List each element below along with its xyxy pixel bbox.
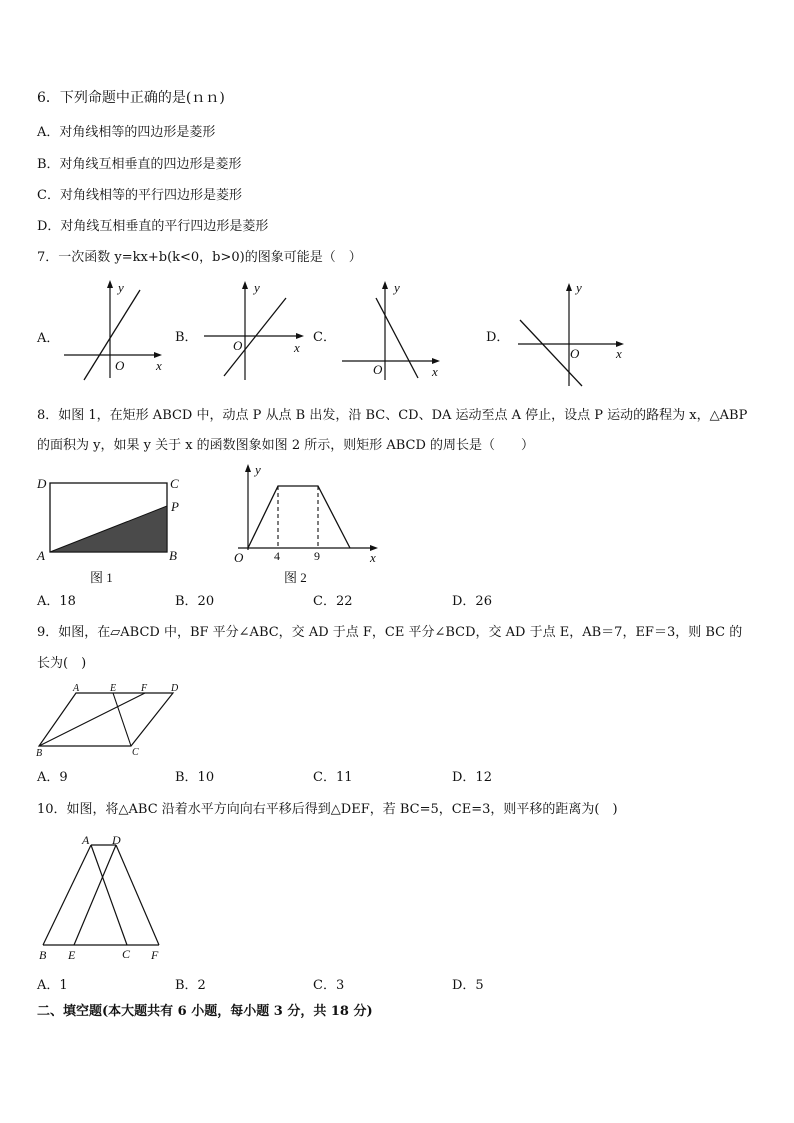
q9-label-a: A: [73, 683, 80, 694]
q10-label-a: A: [82, 833, 90, 847]
q10-label-c: C: [122, 947, 131, 961]
q8-fig1-label-d: D: [37, 476, 47, 491]
q8-stem-line2: 的面积为 y，如果 y 关于 x 的函数图象如图 2 所示，则矩形 ABCD 的周长是（ ）: [37, 438, 535, 453]
q7-option-a-letter: A．: [37, 331, 60, 346]
q10-label-e: E: [68, 948, 76, 962]
q8-fig1-label-p: P: [171, 499, 179, 514]
q9-option-b: B．10: [175, 770, 215, 785]
q7-b-y-label: y: [254, 280, 260, 295]
q7-c-origin-label: O: [373, 362, 383, 377]
q8-stem-line1: 8．如图 1，在矩形 ABCD 中，动点 P 从点 B 出发，沿 BC、CD、DA 运动至点 A 停止，设点 P 运动的路程为 x，△ABP: [37, 408, 748, 423]
q7-option-c-letter: C．: [313, 330, 336, 345]
q8-option-b: B．20: [175, 594, 215, 609]
q9-stem-line2: 长为( ): [37, 656, 87, 671]
q9-label-d: D: [171, 683, 179, 694]
q8-option-a: A．18: [37, 594, 76, 609]
q10-option-d: D．5: [452, 978, 484, 993]
q6-option-b: B．对角线互相垂直的四边形是菱形: [37, 157, 242, 172]
q10-translation-figure: [34, 828, 174, 963]
q7-graph-b: [200, 278, 310, 383]
q7-option-b-letter: B．: [175, 330, 198, 345]
q8-option-d: D．26: [452, 594, 492, 609]
q8-fig1-label-a: A: [37, 548, 45, 563]
q8-fig1-label-c: C: [170, 476, 179, 491]
q8-fig2-tick-9: 9: [314, 549, 320, 563]
q10-stem: 10．如图，将△ABC 沿着水平方向向右平移后得到△DEF，若 BC=5，CE=3，则平移的距离为( ): [37, 802, 618, 817]
q7-b-x-label: x: [294, 340, 300, 355]
q7-d-y-label: y: [576, 280, 582, 295]
q7-c-x-label: x: [432, 364, 438, 379]
q7-stem: 7．一次函数 y=kx+b(k<0，b>0)的图象可能是（ ）: [37, 250, 362, 265]
q9-parallelogram-figure: [34, 680, 194, 762]
q10-label-f: F: [151, 948, 159, 962]
q7-d-origin-label: O: [570, 346, 580, 361]
q7-graph-d: [512, 278, 632, 388]
q10-option-b: B．2: [175, 978, 206, 993]
q8-fig2-origin-label: O: [234, 550, 244, 565]
q7-b-origin-label: O: [233, 338, 243, 353]
q7-option-d-letter: D．: [486, 330, 510, 345]
q9-option-a: A．9: [37, 770, 68, 785]
q7-c-y-label: y: [394, 280, 400, 295]
q9-label-f: F: [141, 683, 148, 694]
q7-graph-c: [340, 278, 450, 383]
q8-fig1-label-b: B: [169, 548, 177, 563]
q7-a-y-label: y: [118, 280, 124, 295]
q8-figure-1: [34, 470, 184, 590]
q10-option-a: A．1: [37, 978, 68, 993]
q6-stem: 6．下列命题中正确的是(ｎｎ): [37, 90, 225, 106]
q10-label-d: D: [112, 833, 121, 847]
q8-figure-2: [228, 460, 388, 590]
q9-label-b: B: [36, 748, 43, 759]
q7-graph-a: [60, 278, 170, 383]
q6-option-c: C．对角线相等的平行四边形是菱形: [37, 188, 242, 203]
q6-option-a: A．对角线相等的四边形是菱形: [37, 125, 216, 140]
q9-label-c: C: [132, 747, 139, 758]
q7-a-x-label: x: [156, 358, 162, 373]
q9-label-e: E: [110, 683, 117, 694]
q8-fig2-caption: 图 2: [284, 570, 307, 585]
q8-fig2-tick-4: 4: [274, 549, 280, 563]
q9-option-d: D．12: [452, 770, 492, 785]
q6-option-d: D．对角线互相垂直的平行四边形是菱形: [37, 219, 269, 234]
section2-heading: 二、填空题(本大题共有 6 小题，每小题 3 分，共 18 分): [37, 1004, 373, 1019]
q7-a-origin-label: O: [115, 358, 125, 373]
q9-stem-line1: 9．如图，在▱ABCD 中，BF 平分∠ABC，交 AD 于点 F，CE 平分∠BCD，交 AD 于点 E，AB＝7，EF＝3，则 BC 的: [37, 625, 743, 640]
q8-fig2-y-label: y: [255, 462, 261, 477]
q8-fig1-caption: 图 1: [90, 570, 113, 585]
q10-label-b: B: [39, 948, 47, 962]
q7-d-x-label: x: [616, 346, 622, 361]
q8-option-c: C．22: [313, 594, 353, 609]
q9-option-c: C．11: [313, 770, 353, 785]
q10-option-c: C．3: [313, 978, 345, 993]
q8-fig2-x-label: x: [370, 550, 376, 565]
